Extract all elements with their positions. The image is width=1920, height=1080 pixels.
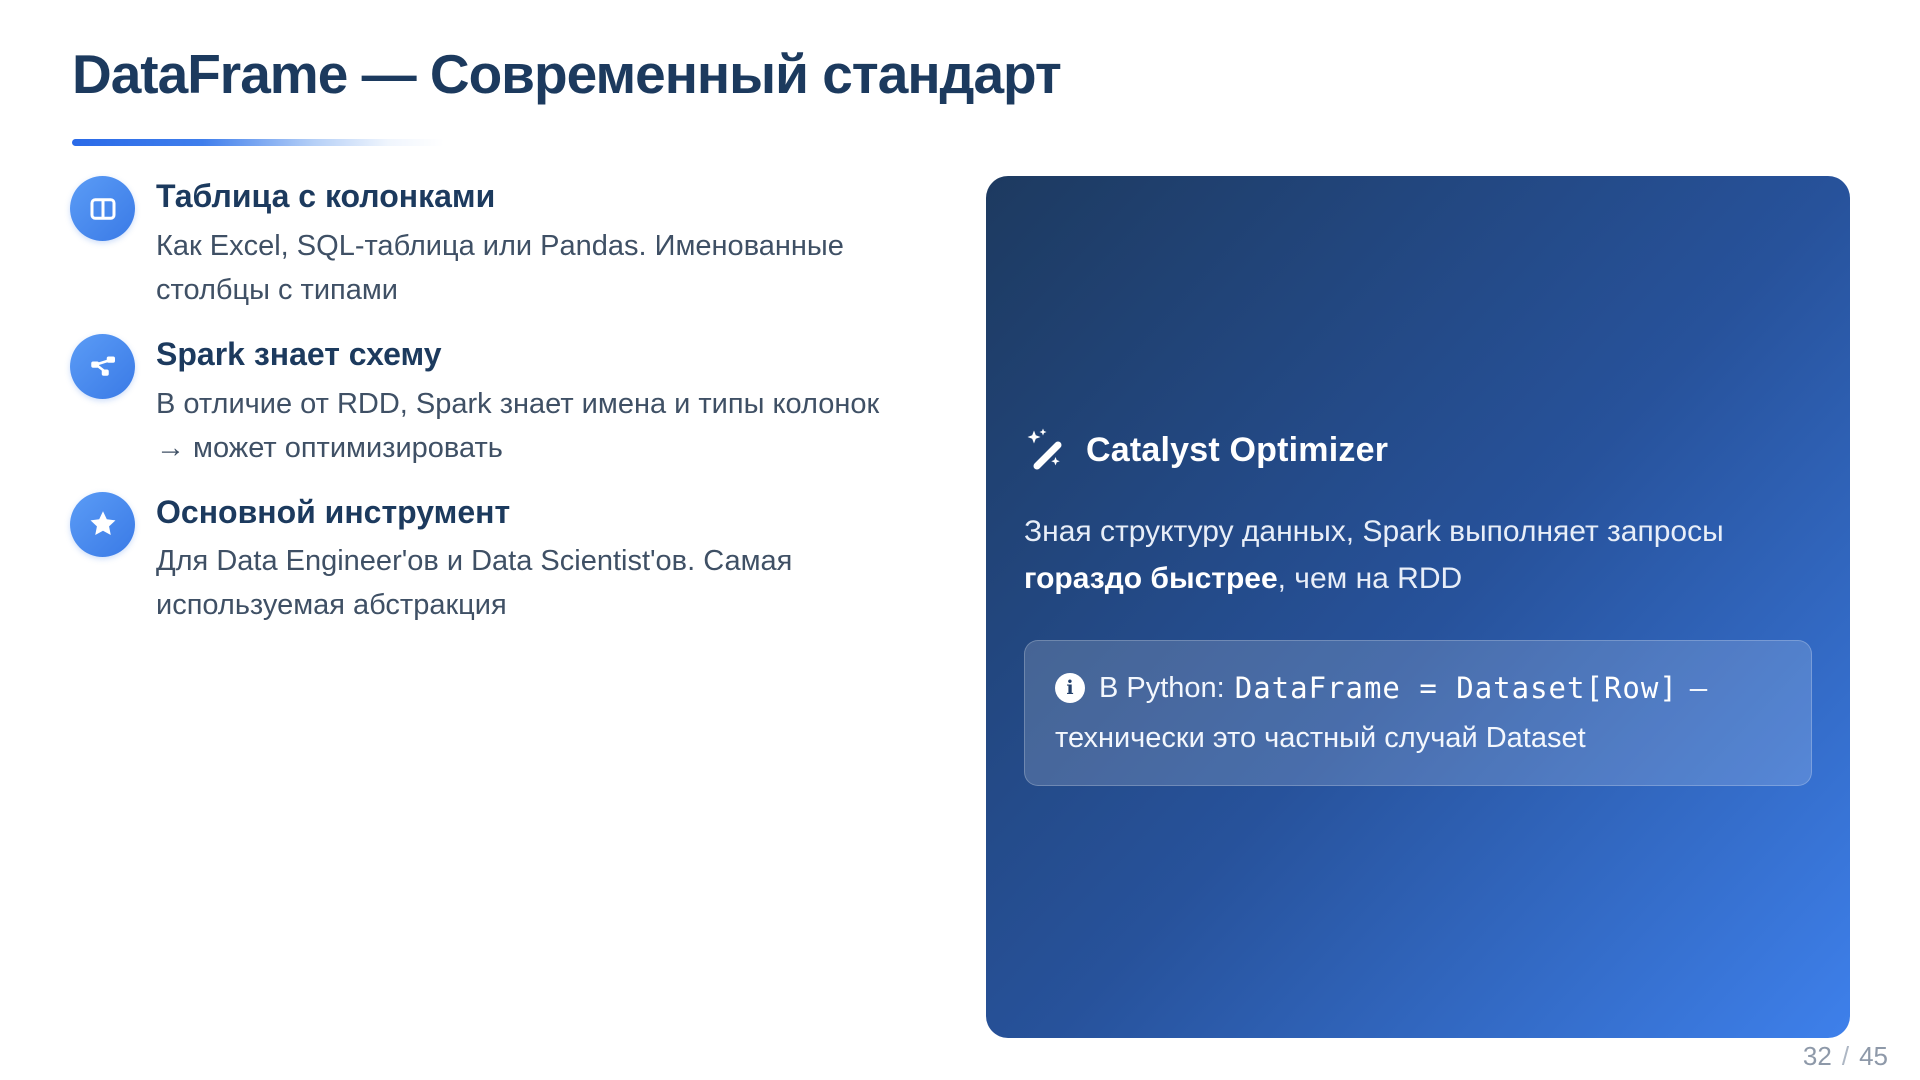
catalyst-optimizer-card — [986, 176, 1850, 1038]
feature-list — [70, 176, 930, 627]
python-note — [1024, 640, 1812, 786]
schema-diagram-icon — [70, 334, 135, 399]
info-icon: i — [1055, 673, 1085, 703]
card-paragraph: Зная структуру данных, Spark выполняет запросы гораздо быстрее, чем на RDD — [1024, 515, 1724, 595]
page-title: DataFrame — Современный стандарт — [72, 43, 1061, 105]
note-line-1 — [1055, 666, 1781, 710]
page-total: 45 — [1859, 1041, 1888, 1071]
note-dash: — — [1689, 671, 1708, 705]
page-current: 32 — [1802, 1041, 1832, 1071]
title-underline — [72, 139, 444, 146]
card-title: Catalyst Optimizer — [1086, 430, 1389, 469]
star-icon — [70, 492, 135, 557]
note-code: DataFrame = Dataset[Row] — [1234, 671, 1678, 705]
card-header — [1024, 428, 1812, 472]
page-separator: / — [1841, 1041, 1850, 1071]
page-number — [1803, 1041, 1888, 1072]
list-item — [70, 334, 930, 470]
table-columns-icon — [70, 176, 135, 241]
feature-title: Spark знает схему — [156, 335, 442, 372]
list-item — [70, 176, 930, 312]
feature-title: Основной инструмент — [156, 493, 511, 530]
list-item — [70, 492, 930, 628]
feature-title: Таблица с колонками — [156, 178, 496, 214]
feature-description: Для Data Engineer'ов и Data Scientist'ов. Самая используемая абстракция — [156, 545, 793, 622]
note-line-2: технически это частный случай Dataset — [1055, 722, 1586, 754]
feature-description: В отличие от RDD, Spark знает имена и типы колонок → может оптимизировать — [156, 387, 880, 464]
magic-wand-sparkles-icon — [1024, 428, 1068, 472]
feature-description: Как Excel, SQL-таблица или Pandas. Именованные столбцы с типами — [156, 229, 844, 306]
note-prefix: В Python: — [1099, 672, 1225, 704]
